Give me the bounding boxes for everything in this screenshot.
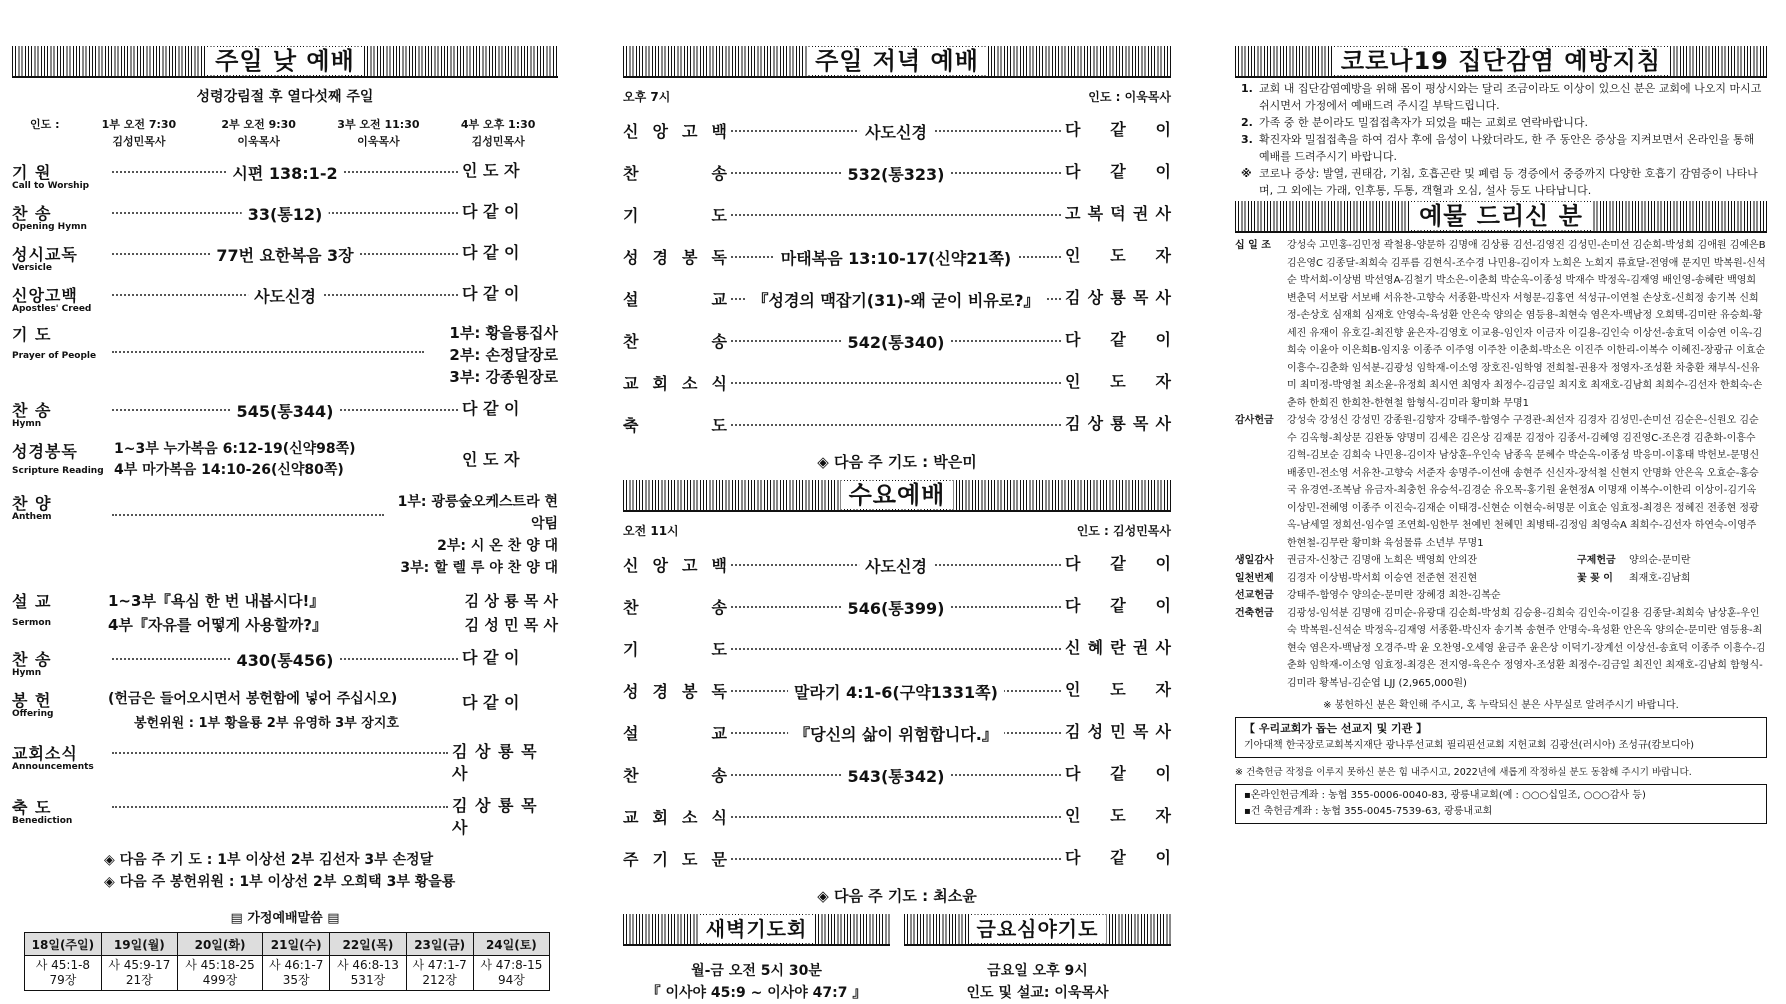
- order-announcements: 교회소식 Announcements 김 상 룡 목 사: [12, 742, 538, 783]
- building-note: ※ 건축헌금 작정을 이루지 못하신 분은 힘 내주시고, 2022년에 새롭게 작정하실 분도 동참해 주시기 바랍니다.: [1235, 767, 1692, 778]
- order-item-leader: 다 같 이: [1065, 596, 1171, 615]
- order-item-text: 『성경의 맥잡기(31)-왜 굳이 비유로?』: [747, 288, 1046, 311]
- order-item: [623, 627, 1171, 669]
- order-item-leader: 인 도 자: [1065, 680, 1171, 699]
- order-item-text: 사도신경: [859, 120, 933, 143]
- order-item-label: 찬 송: [623, 163, 727, 183]
- order-item: [623, 319, 1171, 361]
- order-item-leader: 다 같 이: [1065, 848, 1171, 867]
- order-hymn: 찬 송 Hymn 545(통344) 다 같 이: [12, 399, 520, 429]
- services-label: 인도 :: [30, 118, 60, 131]
- order-item-label: 기 도: [623, 639, 727, 659]
- gift-birthday: 생일감사 권금자-신창근 김명애 노희은 백영희 안의잔: [1235, 555, 1478, 566]
- order-hymn-2: 찬 송 Hymn 430(통456) 다 같 이: [12, 648, 520, 678]
- order-item-leader: 인 도 자: [1065, 806, 1171, 825]
- order-item: [623, 837, 1171, 879]
- order-item-label: 성 경 봉 독: [623, 247, 727, 267]
- gift-tithe: 십 일 조 강성숙 고민홍-김민정 곽철용-양문하 김명애 김상룡 김선-김영진 김성민-손미선 김순희-박성희 김애원 김예은B 김은영C 김종달-최희숙 김푸름 김현식-조수경 나민용-김이자 노희은 노희지 류효달-전영애 문지민 박복원-신석순 박서희-이상범 박선영A-김철기 박소은-이춘희 박순옥-이종성 박재수 박정옥-김재영 배인영-송혜란 백영희 변춘덕 서보람 서보배 서유찬-고향숙 서종환-박신자 서형문-김홍연 석성규-이연철 손상호-신희정 송기복 신희정-손상호 심재희 심재호 안영숙-육성환 안은숙 양의순 염등용-최현숙 염은자-백남정 오희택-김미란 유승희-황세진 유재이 유호길-최진향 윤은자-김영호 이교용-임인자 이금자 이길용-김인숙 이상선-송효덕 이승연 이옥-김희숙 이윤아 이은희B-임지웅 이종주 이주영 이주찬 이춘희-박소은 이진주 이한리-이복수 이혜진-장광규 이효순 이흥수-김춘화 임석분-김광성 임학재-이소영 장호진-임학영 전희철-권용자 정영자-조성환 차충환 채부식-신유미 최미정-박영철 최소윤-유정희 최시연 최영자 최정수-김금일 최지호 최재호-김남희 최희수-김선자 한희숙-손춘하 한희진 한희찬-한현철 함형식-김미라 황미화 무명1: [1235, 240, 1766, 409]
- order-item: [623, 753, 1171, 795]
- order-item-leader: 김 성 민 목 사: [1065, 722, 1171, 741]
- order-item: [623, 109, 1171, 151]
- order-item-leader: 다 같 이: [1065, 120, 1171, 139]
- order-item-label: 설 교: [623, 723, 727, 743]
- prayer-leaders: 1부: 황을룡집사 2부: 손정달장로 3부: 강종원장로: [449, 324, 558, 386]
- order-item-leader: 다 같 이: [1065, 162, 1171, 181]
- service-4: 4부 오후 1:30 김성민목사: [460, 118, 536, 148]
- order-item-text: 말라기 4:1-6(구약1331쪽): [788, 680, 1004, 703]
- order-offering: 봉 헌 Offering (헌금은 들어오시면서 봉헌함에 넣어 주십시오) 봉헌위원 : 1부 황을룡 2부 유영하 3부 장지호 다 같 이: [12, 688, 558, 731]
- order-item-leader: 다 같 이: [1065, 330, 1171, 349]
- family-worship-table: 18일(주일) 19일(월) 20일(화) 21일(수) 22일(목) 23일(금) 24일(토) 사 45:1-8 79장 사 45:9-17 21장 사 45:18-25 499장 사 46:1-7 35장 사 46:8-13 531장 사 47:1-7 212장 사 47:8-15 94장: [24, 932, 550, 991]
- order-item: [623, 543, 1171, 585]
- order-item: [623, 277, 1171, 319]
- account-box: ▪온라인헌금계좌 : 농협 355-0006-0040-83, 광릉내교회(예 : ○○○십일조, ○○○감사 등) ▪건 축헌금계좌 : 농협 355-0045-7539-63, 광릉내교회: [1235, 784, 1767, 824]
- sunday-day-worship: [12, 46, 558, 991]
- section-title: 주일 낮 예배: [207, 47, 363, 75]
- order-prayer: 기 도 Prayer of People 1부: 황을룡집사 2부: 손정달장로 3부: 강종원장로: [12, 324, 558, 386]
- service-1: 1부 오전 7:30 김성민목사: [101, 118, 177, 148]
- liturgical-subtitle: 성령강림절 후 열다섯째 주일: [196, 89, 374, 105]
- order-item: [623, 669, 1171, 711]
- order-item-label: 기 도: [623, 205, 727, 225]
- mission-box: 【 우리교회가 돕는 선교지 및 기관 】 기아대책 한국장로교회복지재단 광나루선교회 필리핀선교회 지헌교회 김광선(러시아) 조성규(캄보디아): [1235, 717, 1767, 758]
- order-opening-hymn: 찬 송 Opening Hymn 33(통12) 다 같 이: [12, 202, 520, 232]
- order-item-leader: 김 상 룡 목 사: [1065, 414, 1171, 433]
- gift-mission: 선교헌금 강태주-함영수 양의순-문미란 장혜경 최찬-김복순: [1235, 590, 1501, 601]
- section-title-bar: [12, 46, 558, 78]
- order-item-label: 설 교: [623, 289, 727, 309]
- order-item-label: 신 앙 고 백: [623, 555, 727, 575]
- dawn-title-bar: 새벽기도회: [623, 914, 890, 946]
- sunday-evening-worship: [623, 46, 1171, 1004]
- service-times: [12, 116, 558, 150]
- order-item: [623, 585, 1171, 627]
- order-item-leader: 고 복 덕 권 사: [1065, 204, 1171, 223]
- order-item: [623, 361, 1171, 403]
- order-item-leader: 다 같 이: [1065, 554, 1171, 573]
- order-anthem: 찬 양 Anthem 1부: 광릉숲오케스트라 현악팀 2부: 시 온 찬 양 대 3부: 할 렐 루 야 찬 양 대: [12, 491, 558, 579]
- order-item-text: 542(통340): [842, 330, 951, 353]
- gift-thousand: 일천번제 김경자 이상범-박서희 이승연 전준현 전진현: [1235, 572, 1478, 584]
- order-item-label: 축 도: [623, 415, 727, 435]
- wednesday-title-bar: [623, 480, 1171, 512]
- covid-title-bar: [1235, 46, 1767, 78]
- sermon-lines: 1~3부『욕심 한 번 내봅시다!』 김 상 룡 목 사 4부『자유를 어떻게 사용할까?』 김 성 민 목 사: [108, 592, 558, 634]
- order-item-text: 마태복음 13:10-17(신약21쪽): [775, 246, 1018, 269]
- order-item-leader: 인 도 자: [1065, 372, 1171, 391]
- wednesday-title: 수요예배: [841, 481, 954, 509]
- order-versicle: 성시교독 Versicle 77번 요한복음 3장 다 같 이: [12, 243, 520, 273]
- order-sermon: 설 교 Sermon 1~3부『욕심 한 번 내봅시다!』 김 상 룡 목 사 4부『자유를 어떻게 사용할까?』 김 성 민 목 사: [12, 589, 558, 637]
- evening-header: 오후 7시 인도 : 이욱목사: [623, 90, 1171, 104]
- gift-note: ※ 봉헌하신 분은 확인해 주시고, 혹 누락되신 분은 사무실로 알려주시기 바랍니다.: [1323, 700, 1679, 711]
- order-item-label: 찬 송: [623, 597, 727, 617]
- gift-list: [1235, 237, 1767, 692]
- service-2: 2부 오전 9:30 이욱목사: [221, 118, 296, 148]
- order-creed: 신앙고백 Apostles' Creed 사도신경 다 같 이: [12, 284, 520, 314]
- order-item-label: 신 앙 고 백: [623, 121, 727, 141]
- order-item: [623, 711, 1171, 753]
- family-worship-title: ▤ 가정예배말씀 ▤: [230, 911, 340, 926]
- section-title: 주일 저녁 예배: [807, 47, 987, 75]
- order-item-text: 사도신경: [859, 554, 933, 577]
- covid-guidelines: 1. 교회 내 집단감염예방을 위해 몸이 평상시와는 달리 조금이라도 이상이 있으신 분은 교회에 나오지 마시고 쉬시면서 가정에서 예배드려 주시길 부탁드립니다. 2. 가족 중 한 분이라도 밀접접촉자가 되었을 때는 교회로 연락바랍니다. 3. 확진자와 밀접접촉을 하여 검사 후에 음성이 나왔더라도, 한 주 동안은 증상을 지켜보면서 온라인을 통해 예배를 드려주시기 바랍니다. ※ 코로나 증상: 발열, 권태감, 기침, 호흡곤란 및 폐렴 등 경증에서 중증까지 다양한 호흡기 감염증이 나타나며, 그 외에는 가래, 인후통, 두통, 객혈과 오심, 설사 등도 나타납니다.: [1241, 82, 1762, 197]
- service-3: 3부 오전 11:30 이욱목사: [337, 118, 420, 148]
- prayer-meetings: [623, 914, 1171, 1004]
- order-item-label: 찬 송: [623, 765, 727, 785]
- gifts-title-bar: [1235, 201, 1767, 233]
- order-item-label: 교 회 소 식: [623, 807, 727, 827]
- gift-building: 건축헌금 김광성-임석분 김명애 김미순-유광대 김순희-박성희 김승용-김희숙 김인숙-이길용 김종달-최희숙 남상훈-우인숙 박복원-신석순 박정옥-김재영 서종환-박신자 송기복 송현주 안명숙-육성환 안은옥 양의순-문미란 염등용-최현숙 염은자-백남정 오경주-박 윤 오찬영-오세영 윤금주 윤은상 이덕기-장계선 이상선-송효덕 이종주 이흥수-김춘화 임학재-이소영 임효정-최경은 전지영-육은수 정영자-조성환 최정수-김금일 최진인 최재호-김남희 함형식-김미라 황복님-김순엽 LJJ (2,965,000원): [1235, 607, 1766, 689]
- order-item: [623, 403, 1171, 445]
- offering-text: (헌금은 들어오시면서 봉헌함에 넣어 주십시오) 봉헌위원 : 1부 황을룡 2부 유영하 3부 장지호: [108, 691, 399, 731]
- order-item-leader: 다 같 이: [1065, 764, 1171, 783]
- order-item-leader: 신 혜 란 권 사: [1065, 638, 1171, 657]
- gifts-title: 예물 드리신 분: [1411, 202, 1591, 230]
- scripture-lines: 1~3부 누가복음 6:12-19(신약98쪽) 4부 마가복음 14:10-26(신약80쪽): [114, 441, 356, 478]
- order-item-label: 찬 송: [623, 331, 727, 351]
- order-call-to-worship: 기 원 Call to Worship 시편 138:1-2 인 도 자: [12, 161, 520, 191]
- order-benediction: 축 도 Benediction 김 상 룡 목 사: [12, 796, 538, 837]
- evening-next-prayer: ◈ 다음 주 기도 : 박은미: [817, 453, 977, 471]
- order-item-text: 『당신의 삶이 위험합니다.』: [788, 722, 1004, 745]
- order-item-leader: 인 도 자: [1065, 246, 1171, 265]
- order-scripture: 성경봉독 Scripture Reading 1~3부 누가복음 6:12-19(신약98쪽) 4부 마가복음 14:10-26(신약80쪽) 인 도 자: [12, 439, 558, 481]
- wednesday-header: 오전 11시 인도 : 김성민목사: [623, 524, 1171, 538]
- gift-thanks: 감사헌금 강성숙 강성신 강성민 강종원-김향자 강태주-함영수 구경관-최선자 김경자 김성민-손미선 김순은-신원오 김순수 김옥형-최상문 김완동 양명미 김세은 김은상 김재문 김정아 김종서-김혜영 김진영C-조은경 김춘화-이흥수 김혁-김보순 김희숙 나민용-김이자 남상훈-우인숙 남종옥 문혜수 박순옥-이종성 박응미-이홍태 박헌보-문명신 배종민-전소영 서유찬-고향숙 서준자 송명주-이선애 송현주 신신자-장석철 신현지 안명화 안은옥 오효순-홍승국 유경연-조복남 유금자-최충헌 유승석-김경순 유오목-홍기원 윤현정A 이명재 이복수-이한리 이상이-김기옥 이상민-전혜영 이종주 이진숙-김재순 이태경-신현순 이현숙-허명문 이효순 임효정-최경은 정혜진 전종현 정광옥-남세열 정희선-임수열 조연희-임한무 천예빈 천혜민 최병태-김정임 최영숙A 최희수-김선자 하연숙-이영주 한현철-김무란 황미화 육섬물류 소년부 무명1: [1235, 415, 1760, 549]
- notices-column: [1235, 46, 1767, 824]
- order-item: [623, 795, 1171, 837]
- order-item-text: 546(통399): [842, 596, 951, 619]
- anthem-lines: 1부: 광릉숲오케스트라 현악팀 2부: 시 온 찬 양 대 3부: 할 렐 루 야 찬 양 대: [397, 494, 558, 576]
- order-item-label: 교 회 소 식: [623, 373, 727, 393]
- order-item-label: 주 기 도 문: [623, 849, 727, 869]
- friday-title-bar: 금요심야기도: [904, 914, 1171, 946]
- dawn-info: 월-금 오전 5시 30분 『 이사야 45:9 ~ 이사야 47:7 』: [646, 963, 867, 1001]
- order-item: [623, 235, 1171, 277]
- order-item-leader: 김 상 룡 목 사: [1065, 288, 1171, 307]
- order-item-text: 543(통342): [842, 764, 951, 787]
- gift-relief: 구제헌금 양의순-문미란: [1577, 555, 1691, 566]
- order-item-text: 532(통323): [842, 162, 951, 185]
- evening-order: [623, 109, 1171, 445]
- order-item-label: 성 경 봉 독: [623, 681, 727, 701]
- order-item: [623, 193, 1171, 235]
- wednesday-next-prayer: ◈ 다음 주 기도 : 최소윤: [817, 887, 977, 905]
- gift-flowers: 꽃 꽂 이 최재호-김남희: [1577, 572, 1691, 584]
- order-item: [623, 151, 1171, 193]
- friday-info: 금요일 오후 9시 인도 및 설교: 이욱목사: [966, 963, 1109, 1001]
- section-title-bar: [623, 46, 1171, 78]
- covid-title: 코로나19 집단감염 예방지침: [1333, 47, 1669, 75]
- next-week-notes: ◈ 다음 주 기 도 : 1부 이상선 2부 김선자 3부 손정달 ◈ 다음 주 봉헌위원 : 1부 이상선 2부 오희택 3부 황을룡: [104, 852, 456, 890]
- wednesday-order: [623, 543, 1171, 879]
